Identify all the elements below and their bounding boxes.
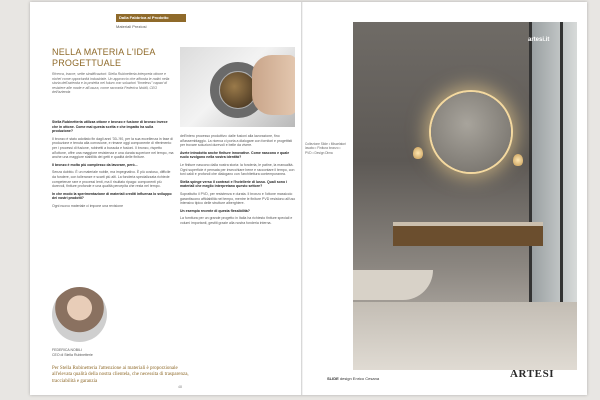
left-column xyxy=(52,120,174,212)
product-design: design Enrico Cesana xyxy=(339,376,380,381)
interview-answer: Senza dubbio. È un materiale nobile, ma impegnativo. È più costoso, difficile da fondere, con tolleranze e scarti più alti. La fonderia specializzata richiede competenze rare e processi lenti, ma il risultato ripaga: componenti più durevoli, finiture profonde e una qualità percepita che resta nel tempo. xyxy=(52,170,171,189)
magazine-spread xyxy=(30,2,587,395)
product-credit xyxy=(327,376,379,381)
person-name: FEDERICA NOBILI xyxy=(52,348,82,352)
interview-answer: dell'intero processo produttivo: dalle fusioni alla lavorazione, fino all'assemblaggio. La ricerca ci porta a dialogare con fornitori e progettisti per trovare soluzioni durevoli e belle da vivere. xyxy=(180,134,293,148)
article-title: NELLA MATERIA L'IDEA PROGETTUALE xyxy=(52,47,156,68)
floor xyxy=(353,302,577,370)
intro-column xyxy=(52,72,174,98)
round-mirror xyxy=(431,92,511,172)
product-name: SLIDE xyxy=(327,376,339,381)
interview-answer: Il bronzo è stato adottato fin dagli anni '30–'90, per la sua eccellenza in fase di produzione e tenuta alla corrosione, e rimane oggi componente di riferimento per i processi di fusione, rubinetti a bussola e fusioni. Il bronzo, rispetto all'ottone, offre una maggiore resistenza e una durata superiore nel tempo, ma anche una maggiore stabilità dei getti e qualità delle finiture. xyxy=(52,136,174,160)
intro-text: Ricerca, tracce, sette stratificazioni: Stella Rubinetteria interpreta ottone e nichel come opportunità industriale. Un approccio che affonda le radici nella storia dell'azienda e la proietta nel futuro con soluzioni "timeless" capaci di resistere alle mode e all'usura, come racconta Federica Nobili, CEO dell'azienda xyxy=(52,72,170,95)
interview-question: Il bronzo è molto più complesso da lavorare, però... xyxy=(52,162,138,167)
bathroom-photo xyxy=(353,22,577,370)
bathtub xyxy=(353,270,433,300)
pendant-lamp xyxy=(413,147,423,159)
pendant-lamp xyxy=(513,154,523,166)
person-role: CEO di Stella Rubinetterie xyxy=(52,352,93,357)
product-photo xyxy=(180,47,295,127)
interview-question: In che modo la sperimentazione di materiali crediti influenza lo sviluppo dei vostri prodotti? xyxy=(52,191,172,201)
vanity-unit xyxy=(393,222,543,246)
interview-answer: La fornitura per un grande progetto in Italia ha richiesto finiture speciali e volumi importanti, gestiti grazie alla nostra fonderia interna. xyxy=(180,216,293,225)
hand-image xyxy=(252,55,295,115)
interview-question: Un esempio recente di questa flessibilità? xyxy=(180,208,250,213)
left-page xyxy=(30,2,300,395)
artesi-logo: ARTESI xyxy=(510,368,555,380)
portrait-photo xyxy=(52,287,107,342)
middle-column xyxy=(180,134,298,229)
right-page xyxy=(303,2,587,395)
page-number: 48 xyxy=(178,385,182,389)
interview-question: Stella spinge verso il contract e l'hotellerie di lusso. Quali sono i materiali che meglio interpretano questo settore? xyxy=(180,179,288,189)
interview-question: Stella Rubinetteria utilizza ottone e bronzo e fusione di bronzo invece che in ottone. Come mai questa scelta e che impatto ha sulla produzione? xyxy=(52,120,168,134)
section-label: Dalla Fabbrica al Prodotto xyxy=(119,15,169,20)
brand-url: artesi.it xyxy=(528,37,550,43)
interview-answer: Le finiture nascono dalla nostra storia: la fonderia, le patine, la manualità. Ogni superficie è pensata per invecchiare bene e raccontare il tempo, con toni caldi e profondi che dialogano con l'architettura contemporanea. xyxy=(180,162,295,177)
ring-core xyxy=(220,72,256,108)
section-subtitle: Materiali Preziosi xyxy=(116,24,147,29)
interview-answer: Ogni nuovo materiale ci impone una revisione xyxy=(52,203,124,208)
interview-question: Avete introdotto anche finiture innovative. Come nascono e quale ruolo svolgono nella vostra identità? xyxy=(180,150,290,160)
portrait-caption xyxy=(52,348,93,357)
product-sidenote: Collezione Slide • Miscelatori lavabo • Finitura bronzo • PVD • Design Dima xyxy=(305,142,346,155)
interview-answer: Soprattutto il PVD, per resistenza e durata. Il bronzo e l'ottone massiccio garantiscono affidabilità nel tempo, mentre le finiture PVD resistono all'uso intensivo tipico delle strutture alberghiere. xyxy=(180,191,296,206)
pull-quote: Per Stella Rubinetteria l'attenzione ai materiali è proporzionale all'elevata qualità della nostra clientela, che necessita di trasparenza, tracciabilità e garanzia xyxy=(52,366,189,384)
